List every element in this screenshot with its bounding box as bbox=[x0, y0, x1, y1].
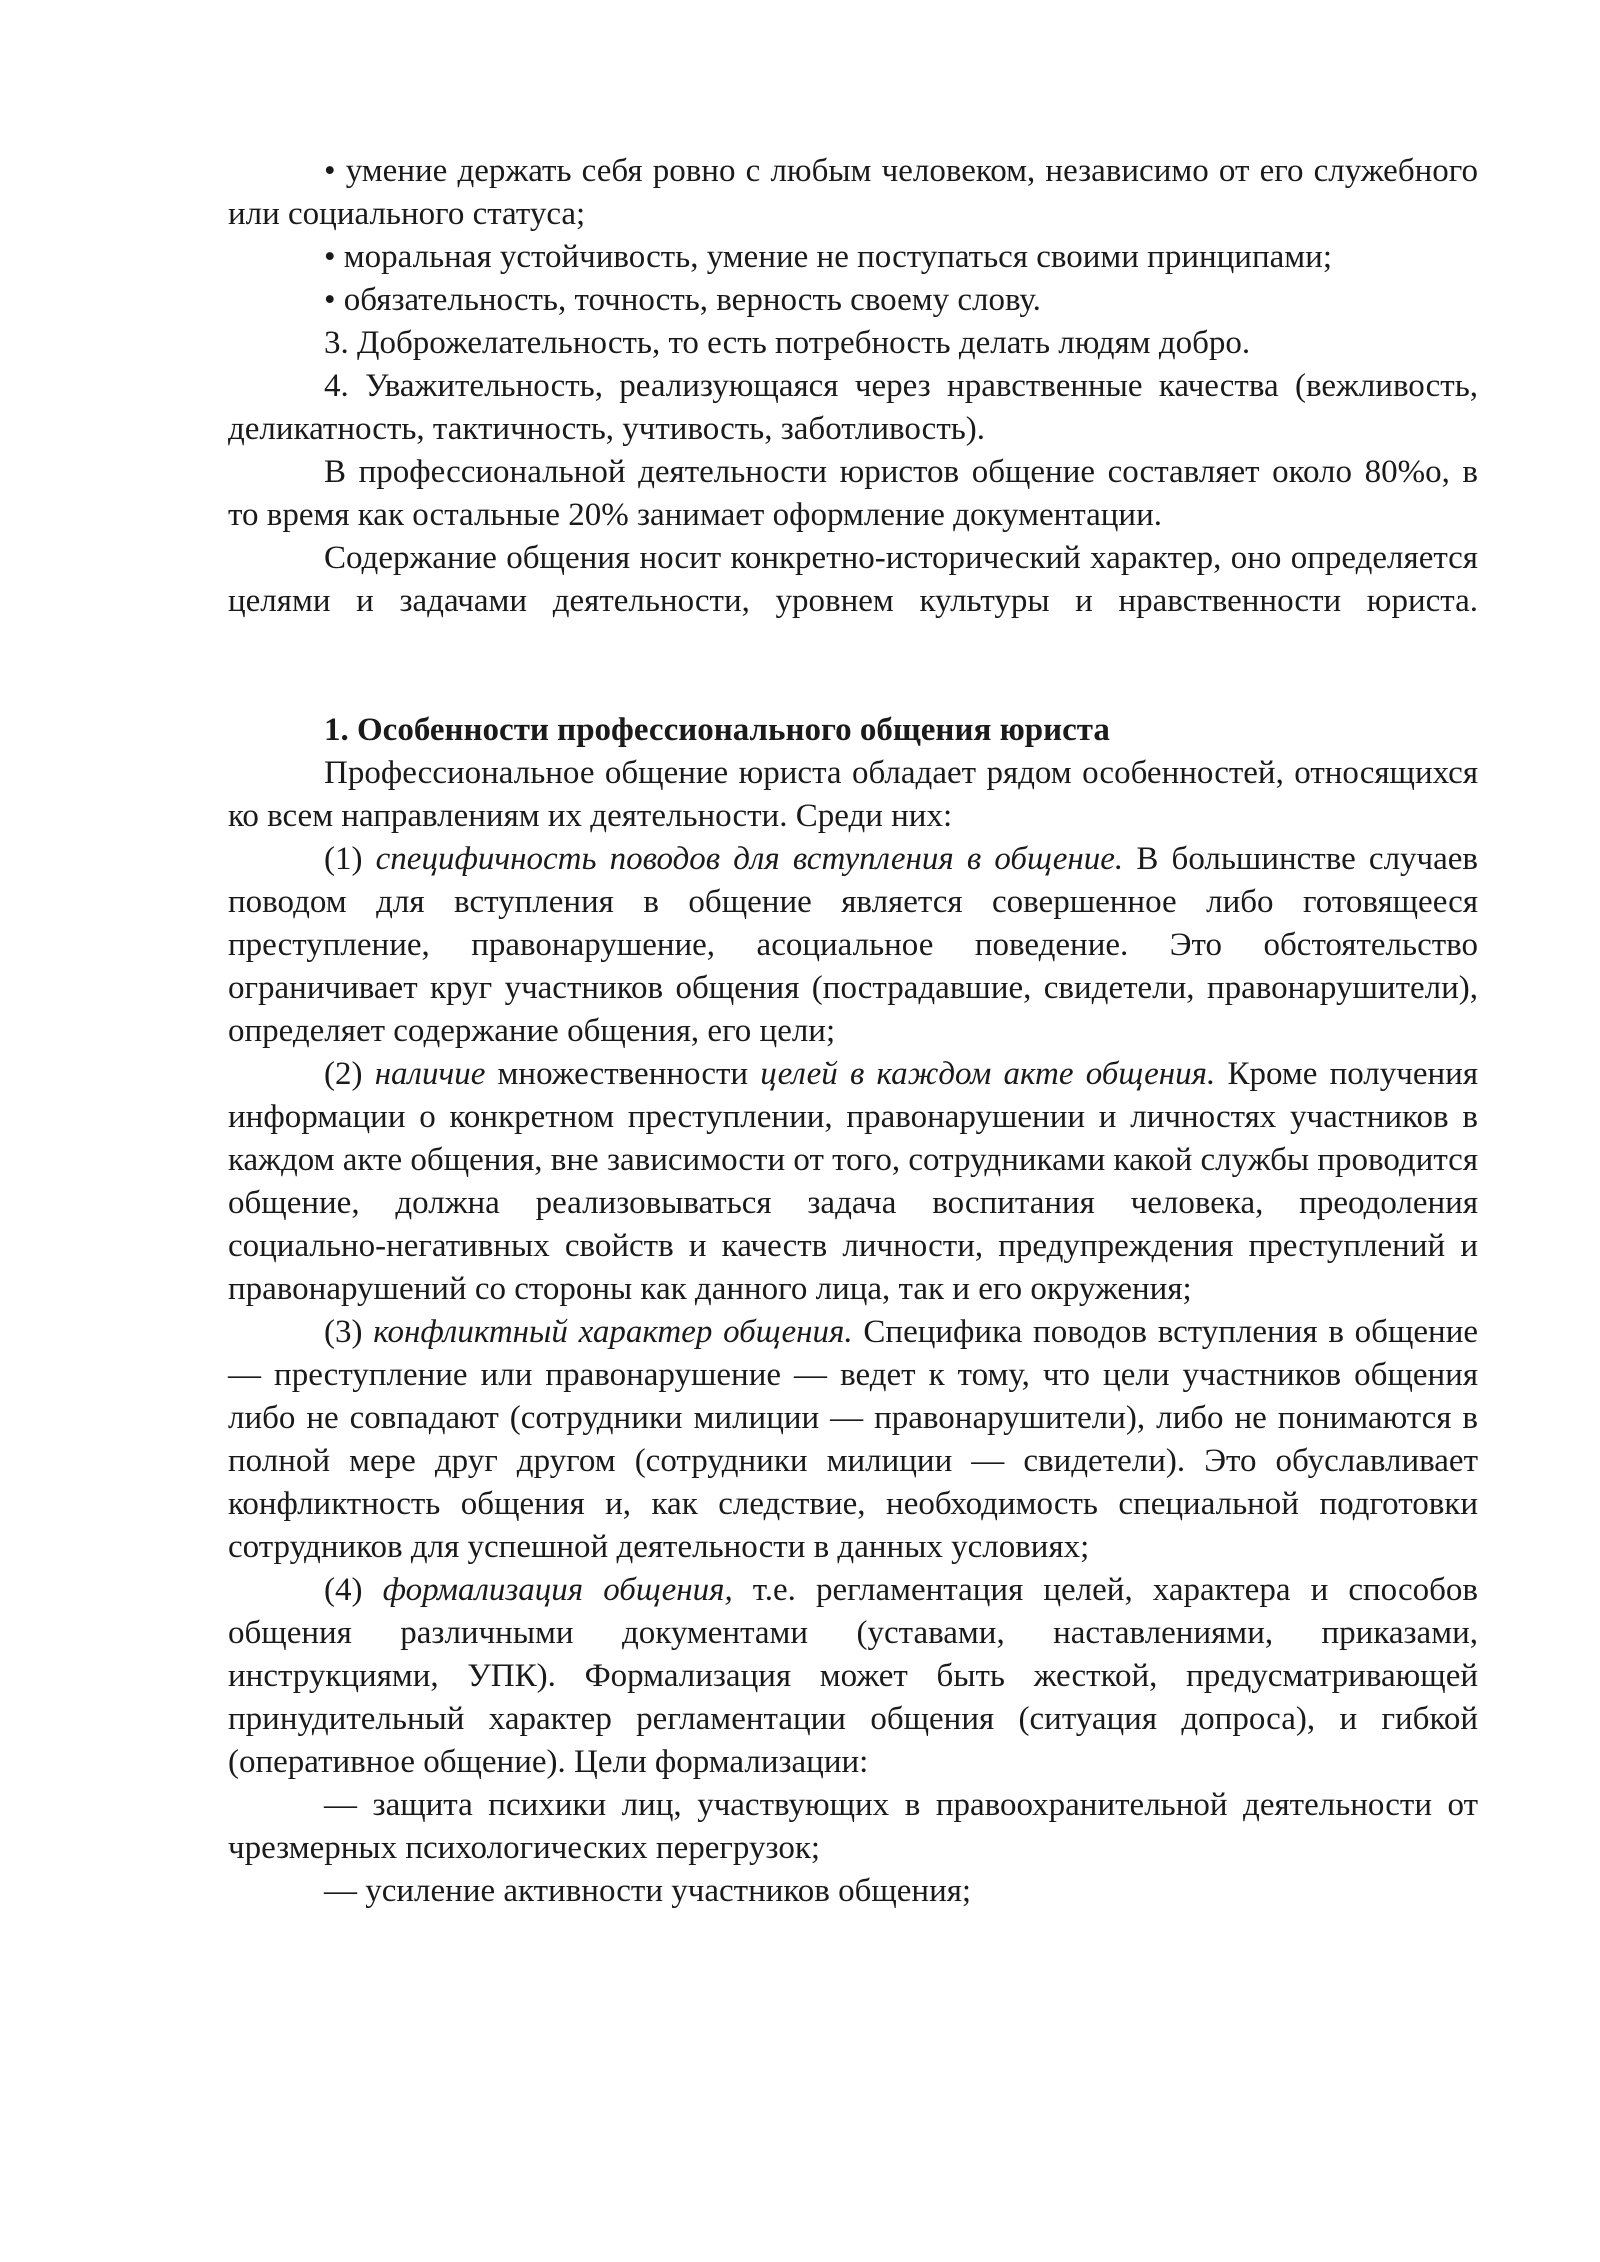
list-item-2-text: Кроме получения информации о конкретном преступлении, правонарушении и личностях участников в каждом акте общения, вне зависимости от того, сотрудниками какой службы проводится общение, должна реализовываться задача воспитания человека, преодоления социально-негативных свойств и качеств личности, предупреждения преступлений и правонарушений со стороны как данного лица, так и его окружения; bbox=[228, 1056, 1479, 1307]
list-item-3-term: конфликтный характер общения. bbox=[373, 1314, 853, 1350]
dash-item-2: — усиление активности участников общения; bbox=[324, 1873, 972, 1909]
section-intro: Профессиональное общение юриста обладает рядом особенностей, относящихся ко всем направлениям их деятельности. Среди них: bbox=[228, 755, 1478, 834]
section-heading: 1. Особенности профессионального общения юриста bbox=[324, 712, 1110, 748]
list-item-3 bbox=[228, 1311, 1478, 1569]
list-item-1-text: В большинстве случаев поводом для вступления в общение является совершенное либо готовящееся преступление, правонарушение, асоциальное поведение. Это обстоятельство ограничивает круг участников общения (пострадавшие, свидетели, правонарушители), определяет содержание общения, его цели; bbox=[228, 841, 1479, 1049]
list-item-1 bbox=[228, 838, 1478, 1053]
list-item-2-mid: множественности bbox=[485, 1056, 761, 1092]
list-item-2-term-a: наличие bbox=[374, 1056, 486, 1092]
bullet-paragraph-2: • моральная устойчивость, умение не поступаться своими принципами; bbox=[324, 239, 1332, 275]
list-item-2-term-b: целей в каждом акте общения. bbox=[760, 1056, 1216, 1092]
list-item-3-text: Специфика поводов вступления в общение — преступление или правонарушение — ведет к тому, что цели участников общения либо не совпадают (сотрудники милиции — правонарушители), либо не понимаются в полной мере друг другом (сотрудники милиции — свидетели). Это обуславливает конфликтность общения и, как следствие, необходимость специальной подготовки сотрудников для успешной деятельности в данных условиях; bbox=[228, 1314, 1479, 1565]
paragraph-benevolence: 3. Доброжелательность, то есть потребность делать людям добро. bbox=[324, 325, 1251, 361]
list-item-1-number: (1) bbox=[324, 841, 376, 877]
list-item-2 bbox=[228, 1053, 1478, 1311]
document-page bbox=[228, 150, 1478, 1913]
paragraph-communication-content: Содержание общения носит конкретно-исторический характер, оно определяется целями и задачами деятельности, уровнем культуры и нравственности юриста. bbox=[228, 540, 1478, 619]
list-item-4 bbox=[228, 1569, 1478, 1784]
section-spacer bbox=[228, 623, 1478, 709]
list-item-1-term: специфичность поводов для вступления в общение. bbox=[375, 841, 1124, 877]
bullet-paragraph-3: • обязательность, точность, верность своему слову. bbox=[324, 282, 1041, 318]
list-item-3-number: (3) bbox=[324, 1314, 374, 1350]
list-item-4-term: формализация общения, bbox=[382, 1572, 733, 1608]
list-item-2-number: (2) bbox=[324, 1056, 375, 1092]
dash-item-1: — защита психики лиц, участвующих в правоохранительной деятельности от чрезмерных психологических перегрузок; bbox=[228, 1787, 1478, 1866]
paragraph-communication-share: В профессиональной деятельности юристов общение составляет около 80%о, в то время как остальные 20% занимает оформление документации. bbox=[228, 454, 1478, 533]
list-item-4-number: (4) bbox=[324, 1572, 383, 1608]
list-item-4-text: т.е. регламентация целей, характера и способов общения различными документами (уставами, наставлениями, приказами, инструкциями, УПК). Формализация может быть жесткой, предусматривающей принудительный характер регламентации общения (ситуация допроса), и гибкой (оперативное общение). Цели формализации: bbox=[228, 1572, 1478, 1780]
paragraph-respect: 4. Уважительность, реализующаяся через нравственные качества (вежливость, деликатность, тактичность, учтивость, заботливость). bbox=[228, 368, 1478, 447]
bullet-paragraph-1: • умение держать себя ровно с любым человеком, независимо от его служебного или социального статуса; bbox=[228, 153, 1478, 232]
